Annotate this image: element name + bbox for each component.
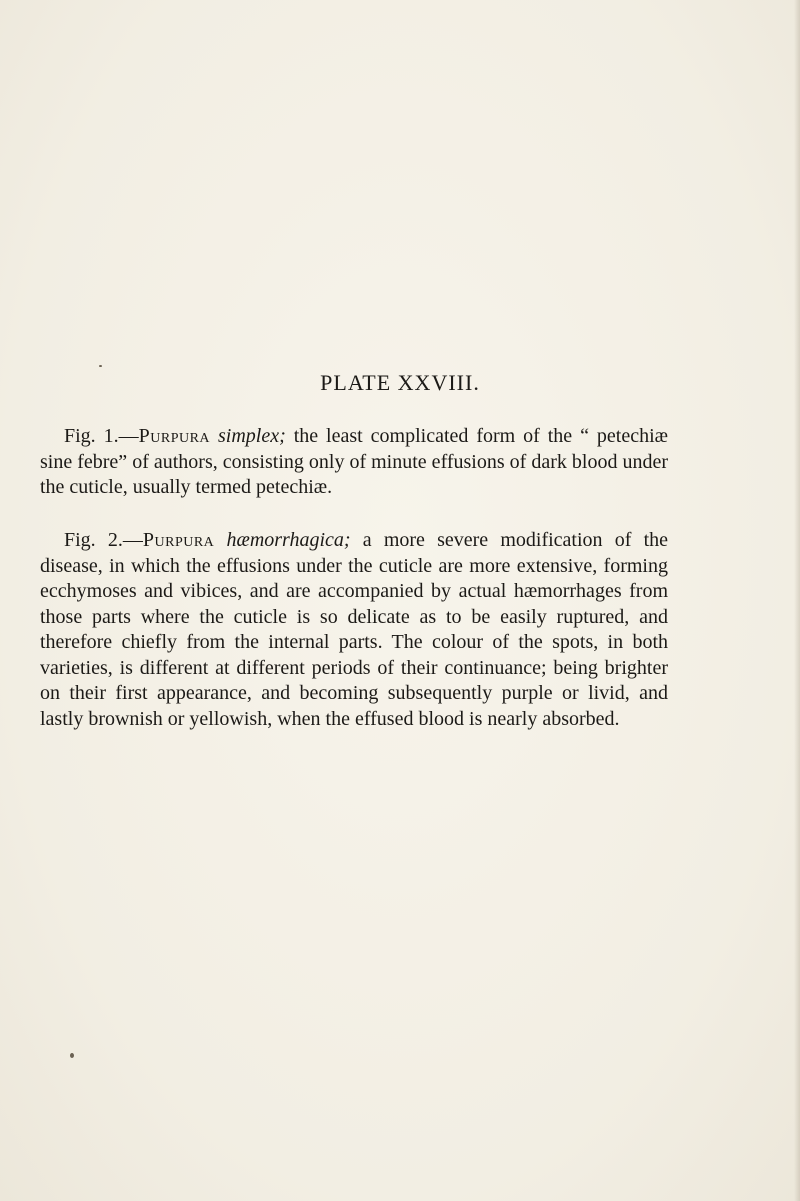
- figure-1-variety: simplex: [217, 425, 280, 447]
- figure-2-dash: —: [122, 529, 143, 551]
- figure-2-punct: ;: [343, 529, 351, 551]
- page-edge-shadow: [794, 0, 800, 1201]
- paper-speck: [70, 1053, 74, 1058]
- figure-2-description: [40, 528, 668, 732]
- figure-2-label: Fig. 2.: [64, 529, 123, 551]
- figure-1-dash: —: [118, 425, 139, 447]
- figure-2-variety: hæmorrhagica: [226, 529, 344, 551]
- plate-title: PLATE XXVIII.: [320, 370, 480, 395]
- figure-2-name: Purpura: [142, 529, 215, 551]
- figure-1-text: the least complicated form of the “ petechiæ sine febre” of authors, consisting only of minute effusions of dark blood under the cuticle, usually termed petechiæ.: [40, 425, 668, 498]
- figure-1-description: [40, 424, 668, 501]
- figure-1-name: Purpura: [138, 425, 211, 447]
- figure-1-label: Fig. 1.: [64, 425, 119, 447]
- figure-2-text: a more severe modification of the disease, in which the effusions under the cuticle are more extensive, forming ecchymoses and vibices, and are accompanied by actual hæmorrhages from those parts where the cuticle is so delicate as to be easily ruptured, and therefore chiefly from the internal parts. The colour of the spots, in both varieties, is different at different periods of their continuance; being brighter on their first appearance, and becoming subsequently purple or livid, and lastly brownish or yellowish, when the effused blood is nearly absorbed.: [40, 529, 669, 730]
- figure-1-punct: ;: [279, 425, 286, 447]
- paper-speck: [99, 365, 102, 367]
